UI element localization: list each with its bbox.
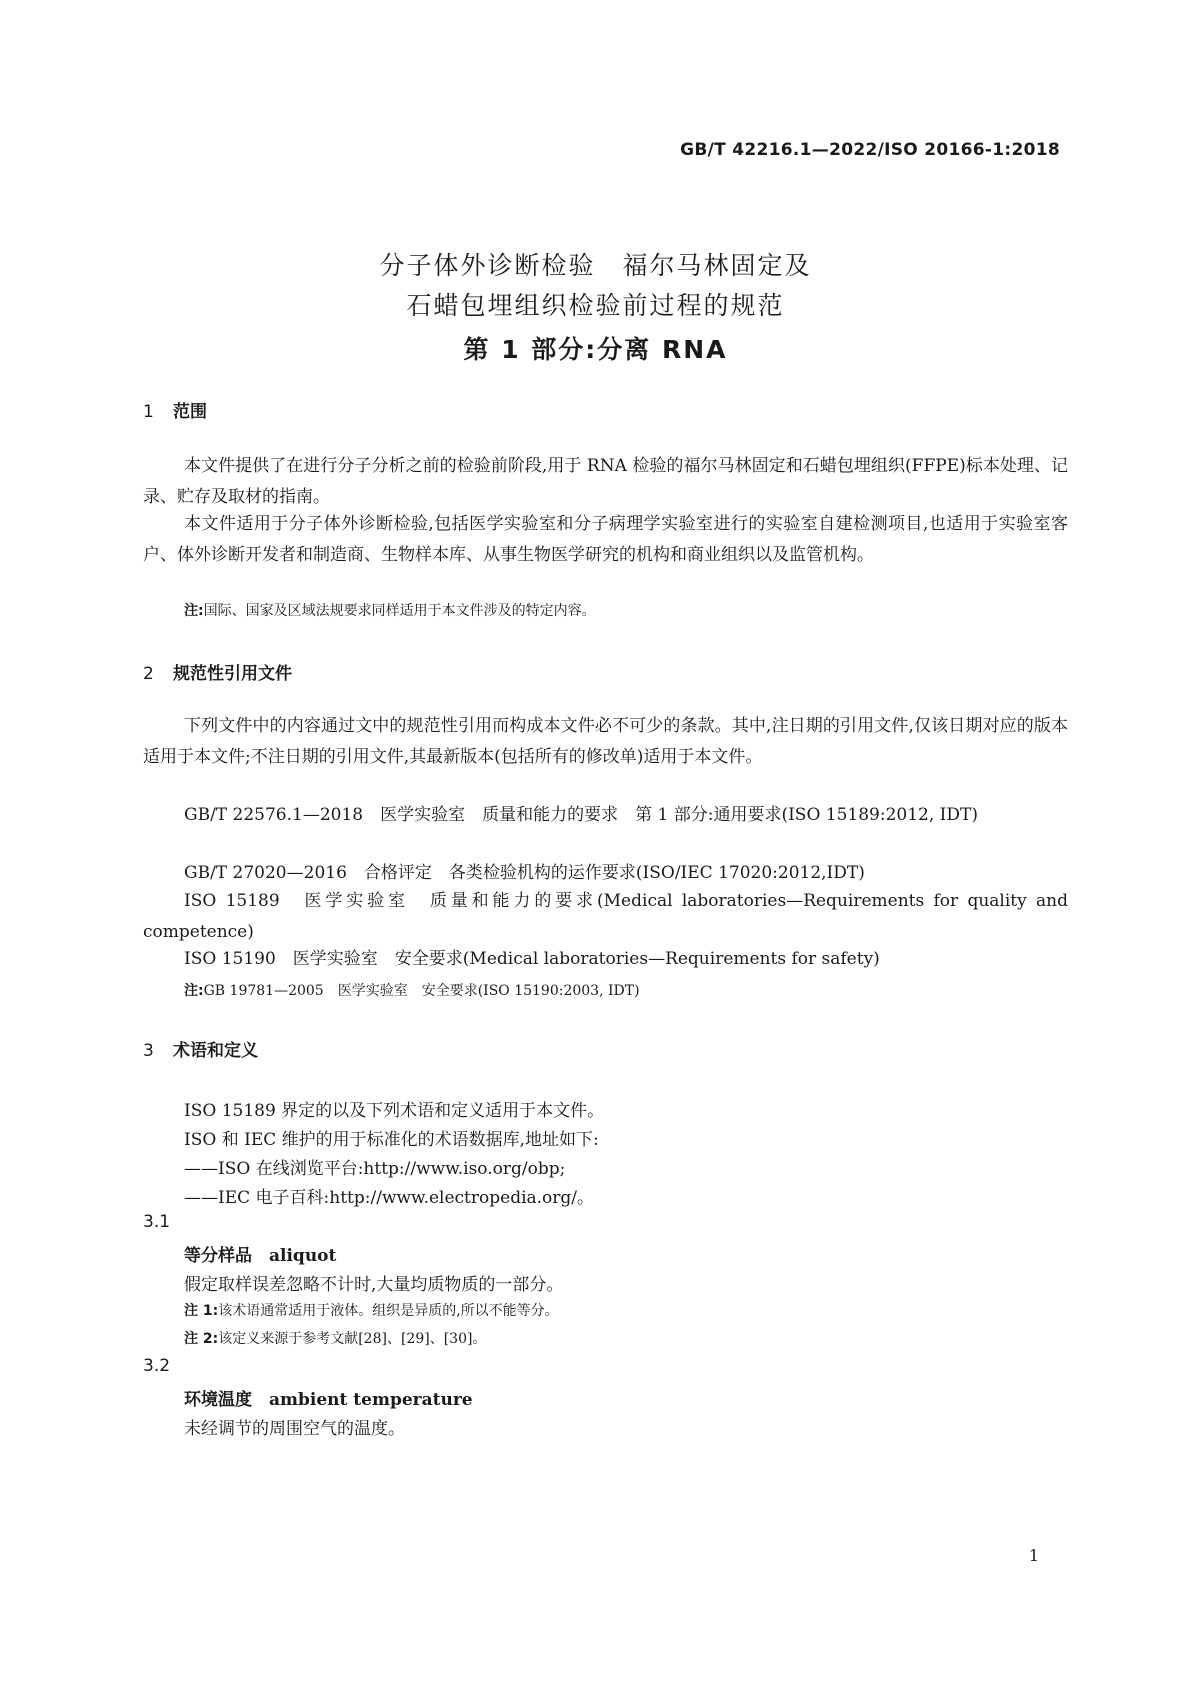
section-1-note [184,600,596,620]
note-label: 注: [184,603,204,619]
section-number: 2 [143,664,154,684]
section-2-note [184,980,640,1000]
section-3-line-2: ISO 和 IEC 维护的用于标准化的术语数据库,地址如下: [184,1130,599,1150]
document-title-line-1: 分子体外诊断检验 福尔马林固定及 [379,251,812,280]
section-number: 1 [143,402,154,422]
term-definition: 未经调节的周围空气的温度。 [184,1419,405,1439]
note-label: 注: [184,983,204,999]
note-text: 该术语通常适用于液体。组织是异质的,所以不能等分。 [218,1303,559,1319]
section-1-paragraph-2: 本文件适用于分子体外诊断检验,包括医学实验室和分子病理学实验室进行的实验室自建检测项目,也适用于实验室客户、体外诊断开发者和制造商、生物样本库、从事生物医学研究的机构和商业组织以及监管机构。 [143,514,1068,565]
normative-reference-1: GB/T 22576.1—2018 医学实验室 质量和能力的要求 第 1 部分:通用要求(ISO 15189:2012, IDT) [184,805,978,825]
normative-reference-4: ISO 15190 医学实验室 安全要求(Medical laboratories—Requirements for safety) [184,949,880,969]
section-number: 3 [143,1041,154,1061]
term-note-2 [184,1328,486,1348]
section-1-heading [143,397,207,422]
note-text: GB 19781—2005 医学实验室 安全要求(ISO 15190:2003, IDT) [203,983,640,999]
term-zh: 等分样品 [184,1246,252,1266]
term-number: 3.2 [143,1356,171,1376]
page-number: 1 [1028,1546,1039,1565]
term-zh: 环境温度 [184,1390,252,1410]
normative-reference-3: ISO 15189 医学实验室 质量和能力的要求(Medical laboratories—Requirements for quality and competence) [143,891,1068,942]
note-text: 国际、国家及区域法规要求同样适用于本文件涉及的特定内容。 [203,603,596,619]
note-text: 该定义来源于参考文献[28]、[29]、[30]。 [218,1331,487,1347]
normative-reference-2: GB/T 27020—2016 合格评定 各类检验机构的运作要求(ISO/IEC 17020:2012,IDT) [184,863,865,883]
term-definition: 假定取样误差忽略不计时,大量均质物质的一部分。 [184,1275,564,1295]
note-label: 注 1: [184,1303,219,1319]
term-note-1 [184,1300,559,1320]
section-3-line-1: ISO 15189 界定的以及下列术语和定义适用于本文件。 [184,1101,605,1121]
electropedia-link[interactable]: ——IEC 电子百科:http://www.electropedia.org/。 [184,1188,595,1208]
iso-obp-link[interactable]: ——ISO 在线浏览平台:http://www.iso.org/obp; [184,1159,566,1179]
section-3-heading [143,1036,258,1061]
section-2-intro: 下列文件中的内容通过文中的规范性引用而构成本文件必不可少的条款。其中,注日期的引用文件,仅该日期对应的版本适用于本文件;不注日期的引用文件,其最新版本(包括所有的修改单)适用于本文件。 [143,716,1068,767]
standard-code: GB/T 42216.1—2022/ISO 20166-1:2018 [680,140,1060,160]
section-title: 术语和定义 [173,1041,258,1061]
section-1-paragraph-1: 本文件提供了在进行分子分析之前的检验前阶段,用于 RNA 检验的福尔马林固定和石蜡包埋组织(FFPE)标本处理、记录、贮存及取材的指南。 [143,456,1068,507]
document-title-line-2: 石蜡包埋组织检验前过程的规范 [406,291,785,320]
term-en: ambient temperature [269,1390,473,1410]
note-label: 注 2: [184,1331,219,1347]
term-en: aliquot [269,1246,337,1266]
term-heading [184,1385,473,1410]
section-2-heading [143,659,292,684]
term-heading [184,1241,336,1266]
term-number: 3.1 [143,1212,171,1232]
document-title-line-3: 第 1 部分:分离 RNA [463,335,728,364]
section-title: 范围 [173,402,207,422]
section-title: 规范性引用文件 [173,664,292,684]
